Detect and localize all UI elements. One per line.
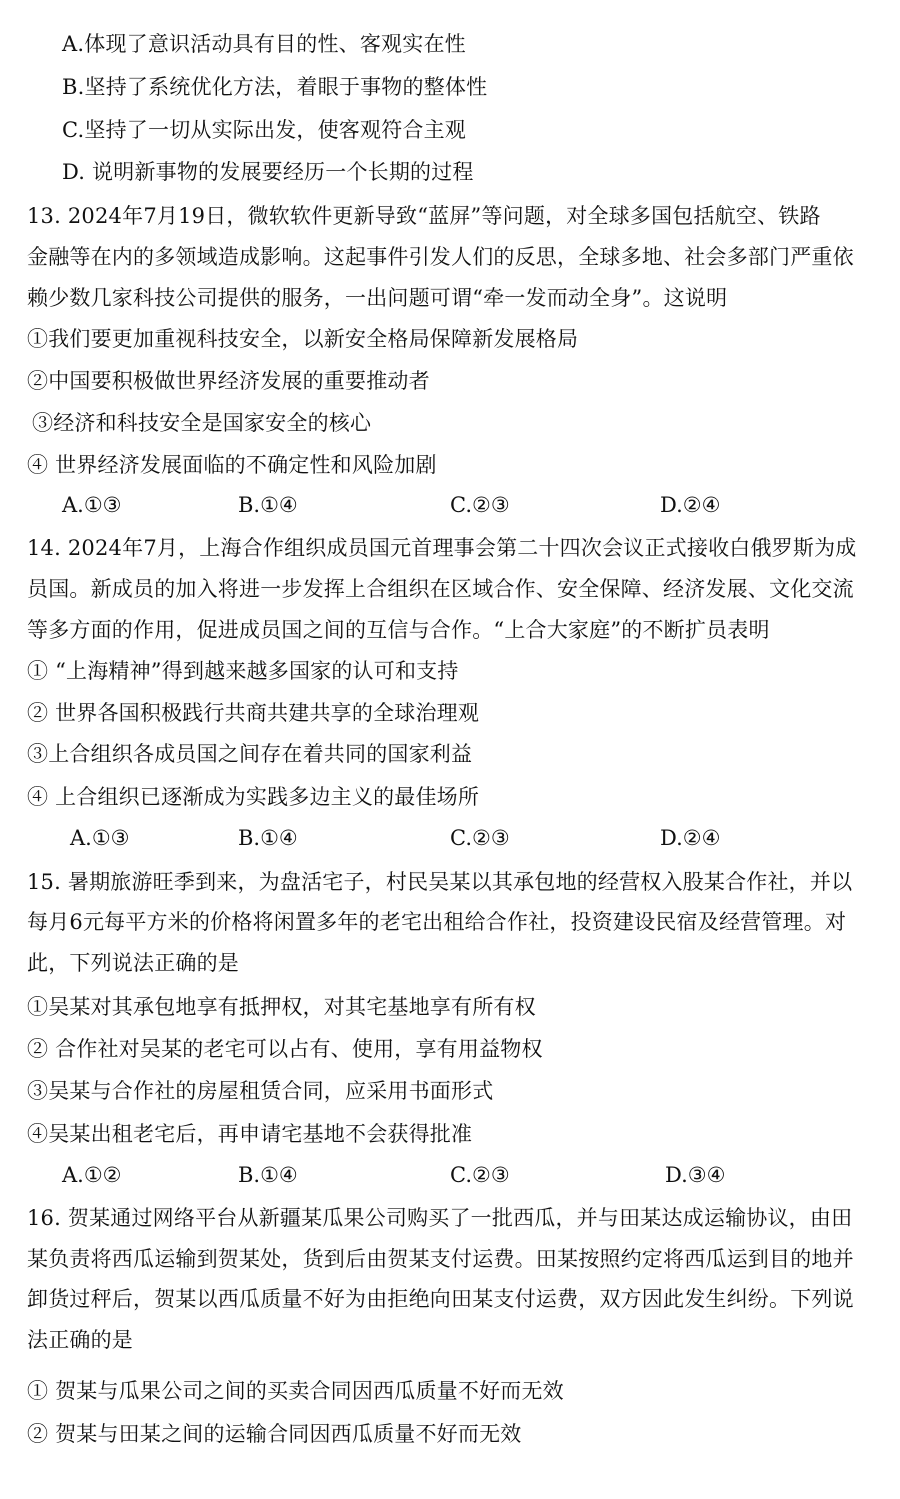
q15-item-1: ①吴某对其承包地享有抵押权，对其宅基地享有所有权 <box>27 995 536 1019</box>
q13-choice-d: D.②④ <box>660 493 721 517</box>
q15-choice-d: D.③④ <box>665 1163 726 1187</box>
q14-choice-a: A.①③ <box>70 826 130 850</box>
q14-stem-line: 等多方面的作用，促进成员国之间的互信与合作。“上合大家庭”的不断扩员表明 <box>27 618 770 642</box>
q15-item-3: ③吴某与合作社的房屋租赁合同，应采用书面形式 <box>27 1079 494 1103</box>
prev-option-d: D. 说明新事物的发展要经历一个长期的过程 <box>62 160 474 184</box>
q13-choice-a: A.①③ <box>62 493 122 517</box>
q16-stem-line: 法正确的是 <box>27 1328 133 1352</box>
q14-choice-d: D.②④ <box>660 826 721 850</box>
q15-stem-line: 每月6元每平方米的价格将闲置多年的老宅出租给合作社，投资建设民宿及经营管理。对 <box>27 910 847 934</box>
q16-stem-line: 卸货过秤后，贺某以西瓜质量不好为由拒绝向田某支付运费，双方因此发生纠纷。下列说 <box>27 1287 854 1311</box>
q13-item-4: ④ 世界经济发展面临的不确定性和风险加剧 <box>27 453 437 477</box>
q15-choice-b: B.①④ <box>238 1163 298 1187</box>
q13-choice-c: C.②③ <box>450 493 510 517</box>
q16-item-1: ① 贺某与瓜果公司之间的买卖合同因西瓜质量不好而无效 <box>27 1379 564 1403</box>
q13-stem-line: 金融等在内的多领域造成影响。这起事件引发人们的反思，全球多地、社会多部门严重依 <box>27 245 854 269</box>
prev-option-a: A.体现了意识活动具有目的性、客观实在性 <box>62 32 466 56</box>
q13-item-3: ③经济和科技安全是国家安全的核心 <box>32 411 372 435</box>
q15-stem-line: 15. 暑期旅游旺季到来，为盘活宅子，村民吴某以其承包地的经营权入股某合作社，并以 <box>27 870 853 894</box>
q16-item-2: ② 贺某与田某之间的运输合同因西瓜质量不好而无效 <box>27 1422 522 1446</box>
q15-stem-line: 此，下列说法正确的是 <box>27 951 239 975</box>
q16-stem-line: 某负责将西瓜运输到贺某处，货到后由贺某支付运费。田某按照约定将西瓜运到目的地并 <box>27 1247 854 1271</box>
q14-choice-b: B.①④ <box>238 826 298 850</box>
prev-option-b: B.坚持了系统优化方法，着眼于事物的整体性 <box>62 75 488 99</box>
q14-stem-line: 员国。新成员的加入将进一步发挥上合组织在区域合作、安全保障、经济发展、文化交流 <box>27 577 854 601</box>
q14-item-2: ② 世界各国积极践行共商共建共享的全球治理观 <box>27 701 480 725</box>
q13-stem-line: 赖少数几家科技公司提供的服务，一出问题可谓“牵一发而动全身”。这说明 <box>27 286 728 310</box>
q14-item-1: ① “上海精神”得到越来越多国家的认可和支持 <box>27 659 459 683</box>
q13-choice-b: B.①④ <box>238 493 298 517</box>
q15-choice-c: C.②③ <box>450 1163 510 1187</box>
q13-item-2: ②中国要积极做世界经济发展的重要推动者 <box>27 369 430 393</box>
q16-stem-line: 16. 贺某通过网络平台从新疆某瓜果公司购买了一批西瓜，并与田某达成运输协议，由田 <box>27 1206 853 1230</box>
q13-item-1: ①我们要更加重视科技安全，以新安全格局保障新发展格局 <box>27 327 579 351</box>
q14-choice-c: C.②③ <box>450 826 510 850</box>
q15-choice-a: A.①② <box>62 1163 122 1187</box>
q15-item-4: ④吴某出租老宅后，再申请宅基地不会获得批准 <box>27 1122 473 1146</box>
prev-option-c: C.坚持了一切从实际出发，使客观符合主观 <box>62 118 466 142</box>
q15-item-2: ② 合作社对吴某的老宅可以占有、使用，享有用益物权 <box>27 1037 543 1061</box>
q14-stem-line: 14. 2024年7月，上海合作组织成员国元首理事会第二十四次会议正式接收白俄罗斯为成 <box>27 536 857 560</box>
q13-stem-line: 13. 2024年7月19日，微软软件更新导致“蓝屏”等问题，对全球多国包括航空、铁路 <box>27 204 821 228</box>
q14-item-3: ③上合组织各成员国之间存在着共同的国家利益 <box>27 742 473 766</box>
q14-item-4: ④ 上合组织已逐渐成为实践多边主义的最佳场所 <box>27 785 480 809</box>
